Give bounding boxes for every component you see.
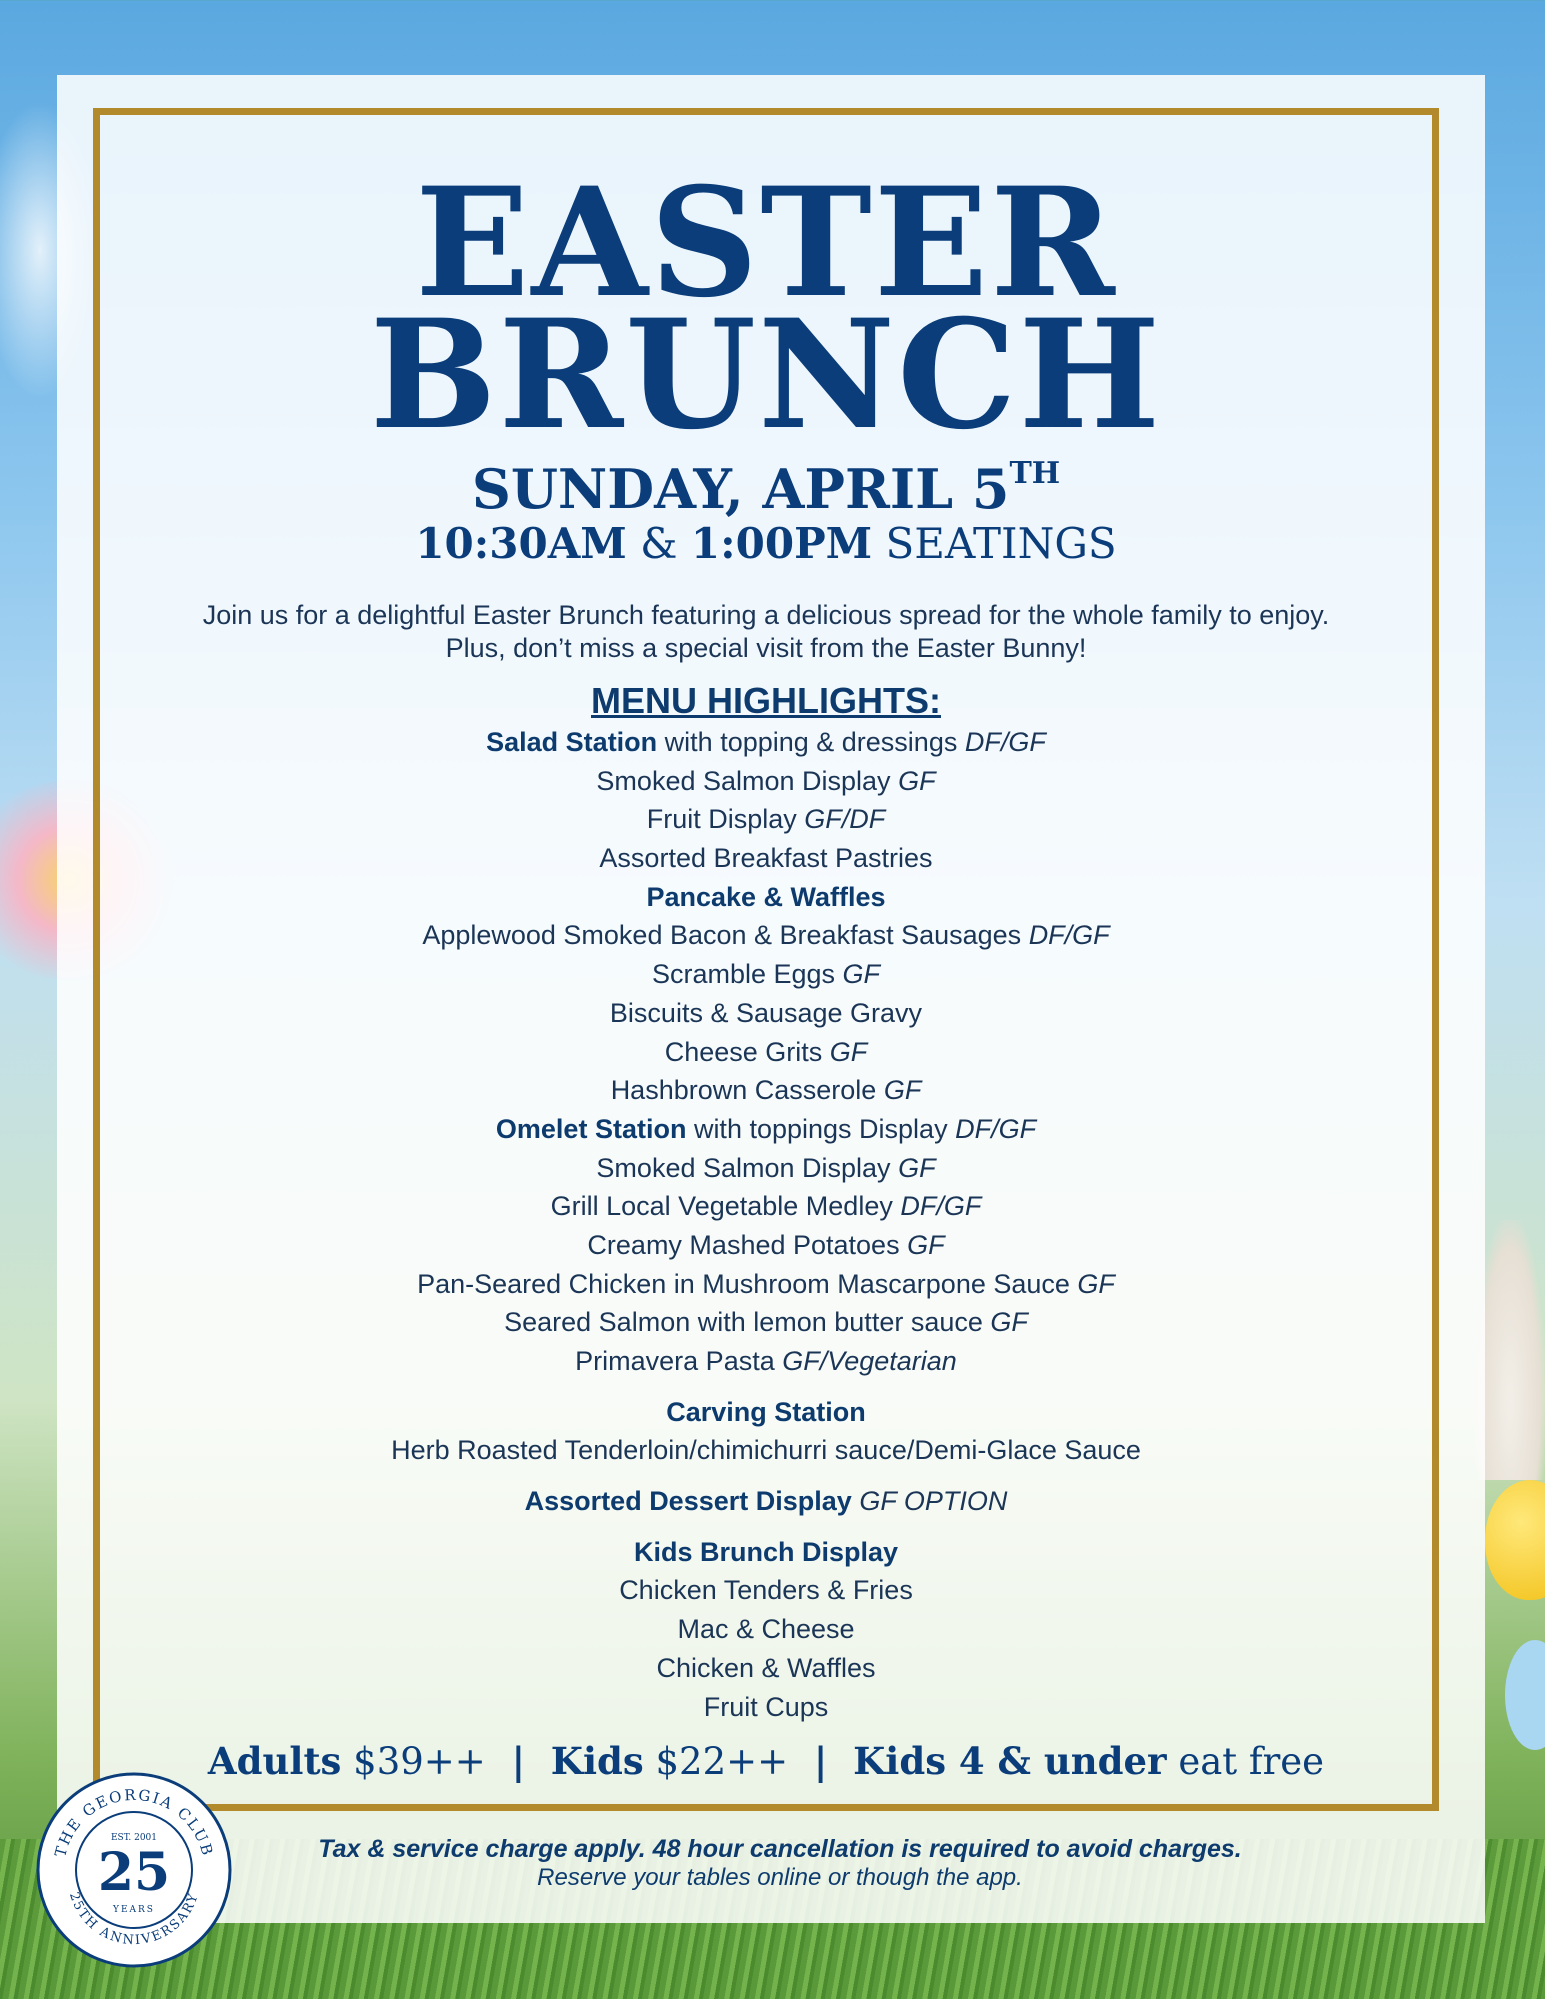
menu-item-text: with toppings Display (686, 1113, 956, 1144)
price-separator: | (511, 1739, 526, 1784)
menu-item-text: Chicken Tenders & Fries (619, 1575, 913, 1606)
menu-item-diet-tag: DF/GF (964, 727, 1046, 757)
menu-item-diet-tag: DF/GF (955, 1113, 1037, 1144)
menu-item-diet-tag: GF OPTION (859, 1486, 1008, 1517)
event-date-suffix: TH (1009, 456, 1061, 491)
menu-item-diet-tag: GF (1077, 1268, 1115, 1299)
menu-item (100, 1149, 1432, 1188)
seal-top-text: THE GEORGIA CLUB (51, 1785, 217, 1859)
background-bunny (1475, 1220, 1545, 1480)
menu-item-title: Salad Station (486, 727, 658, 757)
event-date-text: SUNDAY, APRIL 5 (471, 457, 1010, 521)
menu-item-text: Assorted Breakfast Pastries (599, 843, 933, 874)
menu-item-title: Pancake & Waffles (646, 881, 886, 912)
menu-item (100, 878, 1432, 917)
menu-item-diet-tag: GF/DF (804, 804, 886, 835)
footer-policy: Tax & service charge apply. 48 hour cancellation is required to avoid charges. (318, 1835, 1242, 1863)
menu-item-text: Creamy Mashed Potatoes (587, 1229, 908, 1260)
menu-item-title: Omelet Station (495, 1113, 687, 1144)
kids-under-text: eat free (1178, 1740, 1325, 1784)
kids-label: Kids (550, 1739, 644, 1784)
intro-line-2: Plus, don’t miss a special visit from the Easter Bunny! (445, 633, 1087, 663)
menu-item (100, 1393, 1432, 1432)
menu-item (100, 955, 1432, 994)
menu-item-title: Assorted Dessert Display (524, 1486, 852, 1517)
seal-number: 25 (97, 1842, 171, 1903)
menu-item (100, 1610, 1432, 1649)
menu-item-diet-tag: GF (990, 1307, 1028, 1338)
menu-item-text: Fruit Cups (703, 1691, 829, 1722)
seating-time-2: 1:00PM (690, 519, 873, 568)
menu-item-text: Scramble Eggs (651, 959, 843, 990)
menu-item-text: Smoked Salmon Display (596, 765, 899, 796)
menu-item-diet-tag: DF/GF (1028, 920, 1110, 951)
menu-item-text: Grill Local Vegetable Medley (550, 1191, 901, 1222)
footer-note (230, 1834, 1330, 1892)
menu-item-diet-tag: GF (829, 1036, 868, 1067)
menu-item-text: Pan-Seared Chicken in Mushroom Mascarpone Sauce (417, 1268, 1078, 1299)
menu-item-diet-tag: DF/GF (900, 1191, 982, 1222)
menu-item (100, 1110, 1432, 1149)
background-blue-egg (1505, 1640, 1545, 1750)
menu-item-text: Biscuits & Sausage Gravy (609, 997, 923, 1028)
page-title (100, 155, 1432, 463)
menu-item-text: Hashbrown Casserole (610, 1075, 884, 1106)
menu-item (100, 1342, 1432, 1381)
seating-time-1: 10:30AM (415, 519, 627, 568)
menu-item (100, 916, 1432, 955)
menu-item (100, 1303, 1432, 1342)
event-date (100, 456, 1432, 521)
anniversary-seal-logo (34, 1770, 234, 1970)
intro-text (100, 599, 1432, 665)
menu-item-text: Herb Roasted Tenderloin/chimichurri sauce/Demi-Glace Sauce (391, 1435, 1141, 1466)
menu-item (100, 1688, 1432, 1727)
seatings-label: SEATINGS (885, 519, 1117, 568)
menu-item-text: Chicken & Waffles (656, 1652, 876, 1683)
menu-item-text: Cheese Grits (664, 1036, 830, 1067)
intro-line-1: Join us for a delightful Easter Brunch featuring a delicious spread for the whole family to enjoy. (202, 600, 1330, 630)
flyer-content (100, 115, 1432, 1785)
seal-est: EST. 2001 (110, 1833, 158, 1843)
menu-item-diet-tag: GF (907, 1229, 945, 1260)
footer-reserve: Reserve your tables online or though the app. (537, 1864, 1023, 1891)
menu-item (100, 1033, 1432, 1072)
menu-item (100, 800, 1432, 839)
kids-under-label: Kids 4 & under (853, 1739, 1167, 1784)
menu-item (100, 1431, 1432, 1470)
menu-item (100, 1071, 1432, 1110)
menu-list (100, 723, 1432, 1726)
menu-item-text: Smoked Salmon Display (596, 1152, 899, 1183)
menu-item-text: Primavera Pasta (575, 1346, 783, 1376)
menu-item (100, 1187, 1432, 1226)
price-separator: | (813, 1739, 828, 1784)
seal-years: YEARS (113, 1905, 155, 1915)
seal-bottom-text: 25TH ANNIVERSARY (65, 1890, 203, 1949)
menu-item (100, 1571, 1432, 1610)
menu-item-text: Applewood Smoked Bacon & Breakfast Sausages (422, 920, 1029, 951)
menu-item-title: Carving Station (666, 1396, 866, 1427)
menu-item-diet-tag: GF (883, 1075, 922, 1106)
seating-times (100, 519, 1432, 569)
menu-item-text: with topping & dressings (657, 727, 965, 757)
menu-item-text: Mac & Cheese (677, 1614, 855, 1645)
menu-item-text: Seared Salmon with lemon butter sauce (504, 1307, 991, 1338)
menu-item-diet-tag: GF/Vegetarian (782, 1346, 957, 1376)
background-yellow-egg (1485, 1480, 1545, 1600)
menu-item (100, 723, 1432, 762)
menu-item (100, 994, 1432, 1033)
menu-item-title: Kids Brunch Display (633, 1536, 899, 1567)
adults-price: $39++ (353, 1740, 486, 1784)
menu-item (100, 1482, 1432, 1521)
title-line-1: EASTER (415, 155, 1117, 331)
menu-item-diet-tag: GF (898, 765, 936, 796)
menu-item (100, 1265, 1432, 1304)
menu-item-text: Fruit Display (646, 804, 805, 835)
kids-price: $22++ (655, 1740, 789, 1784)
menu-item (100, 1226, 1432, 1265)
menu-item (100, 1649, 1432, 1688)
seating-amp: & (640, 519, 678, 568)
price-line (100, 1738, 1432, 1785)
menu-item-diet-tag: GF (842, 959, 881, 990)
adults-label: Adults (207, 1739, 342, 1784)
menu-item (100, 1533, 1432, 1572)
menu-heading: MENU HIGHLIGHTS: (591, 680, 941, 721)
menu-item (100, 762, 1432, 801)
menu-item (100, 839, 1432, 878)
title-line-2: BRUNCH (369, 287, 1163, 463)
menu-item-diet-tag: GF (898, 1152, 936, 1183)
